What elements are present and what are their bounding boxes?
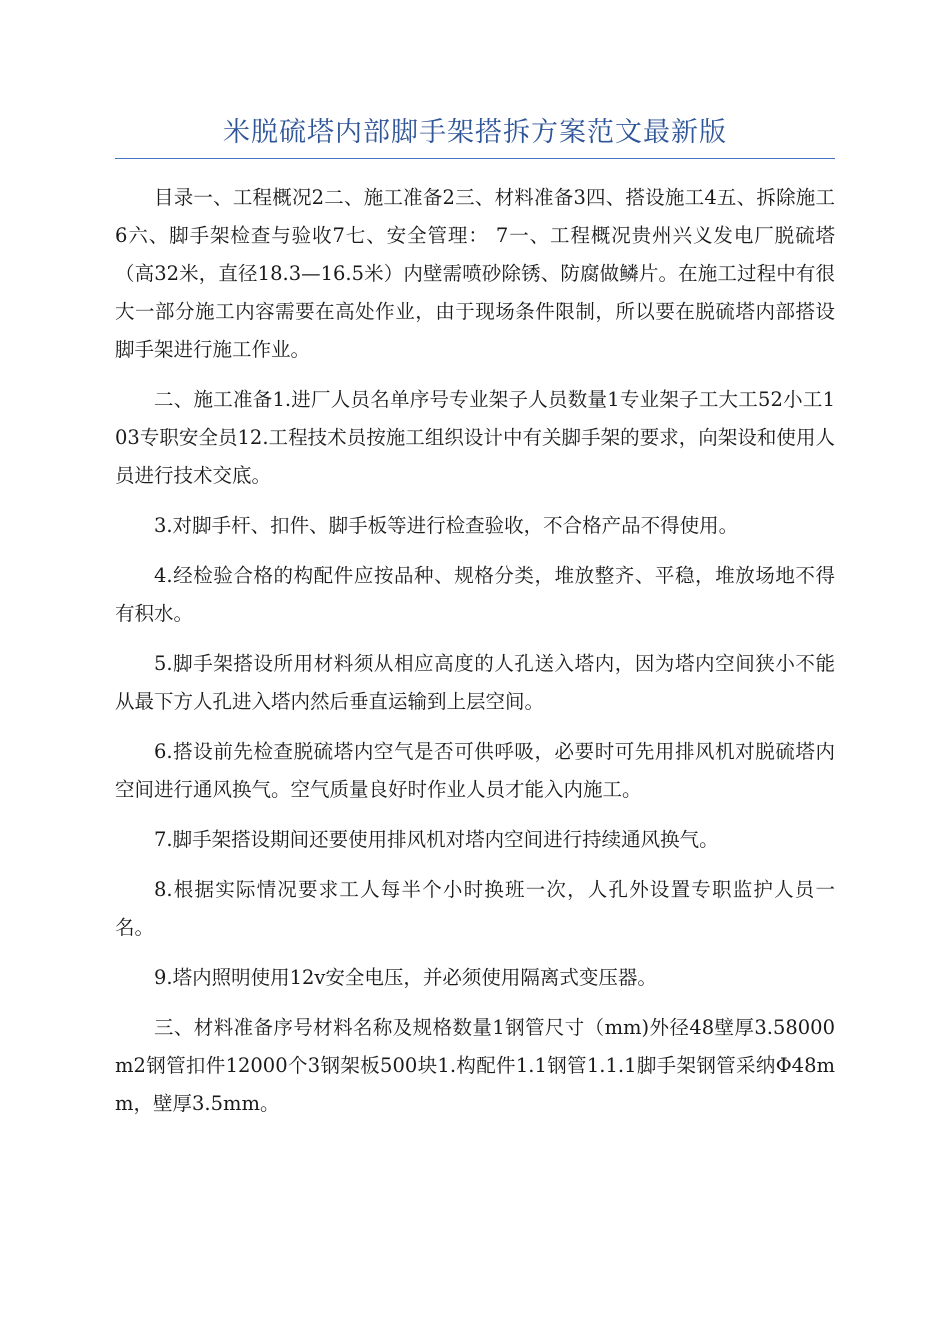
- paragraph-item-8: 8.根据实际情况要求工人每半个小时换班一次，人孔外设置专职监护人员一名。: [115, 878, 835, 939]
- paragraph-item-6: 6.搭设前先检查脱硫塔内空气是否可供呼吸，必要时可先用排风机对脱硫塔内空间进行通风换气。空气质量良好时作业人员才能入内施工。: [115, 740, 835, 801]
- document-page: [115, 110, 835, 1135]
- paragraph-item-9: 9.塔内照明使用12v安全电压，并必须使用隔离式变压器。: [154, 966, 657, 989]
- paragraph-item-5: 5.脚手架搭设所用材料须从相应高度的人孔送入塔内，因为塔内空间狭小不能从最下方人孔进入塔内然后垂直运输到上层空间。: [115, 652, 835, 713]
- paragraph-item-7: 7.脚手架搭设期间还要使用排风机对塔内空间进行持续通风换气。: [154, 828, 719, 851]
- document-body: [115, 179, 835, 1123]
- paragraph-preparation: 二、施工准备1.进厂人员名单序号专业架子人员数量1专业架子工大工52小工103专职安全员12.工程技术员按施工组织设计中有关脚手架的要求，向架设和使用人员进行技术交底。: [115, 388, 835, 487]
- paragraph-item-4: 4.经检验合格的构配件应按品种、规格分类，堆放整齐、平稳，堆放场地不得有积水。: [115, 564, 835, 625]
- paragraph-toc-overview: 目录一、工程概况2二、施工准备2三、材料准备3四、搭设施工4五、拆除施工6六、脚手架检查与验收7七、安全管理： 7一、工程概况贵州兴义发电厂脱硫塔（高32米，直径18.3—16.5米）内壁需喷砂除锈、防腐做鳞片。在施工过程中有很大一部分施工内容需要在高处作业，由于现场条件限制，所以要在脱硫塔内部搭设脚手架进行施工作业。: [115, 186, 835, 361]
- document-title: 米脱硫塔内部脚手架搭拆方案范文最新版: [115, 110, 835, 159]
- paragraph-item-3: 3.对脚手杆、扣件、脚手板等进行检查验收，不合格产品不得使用。: [154, 514, 739, 537]
- paragraph-materials: 三、材料准备序号材料名称及规格数量1钢管尺寸（mm)外径48壁厚3.58000m2钢管扣件12000个3钢架板500块1.构配件1.1钢管1.1.1脚手架钢管采纳Φ48mm，壁厚3.5mm。: [115, 1016, 835, 1115]
